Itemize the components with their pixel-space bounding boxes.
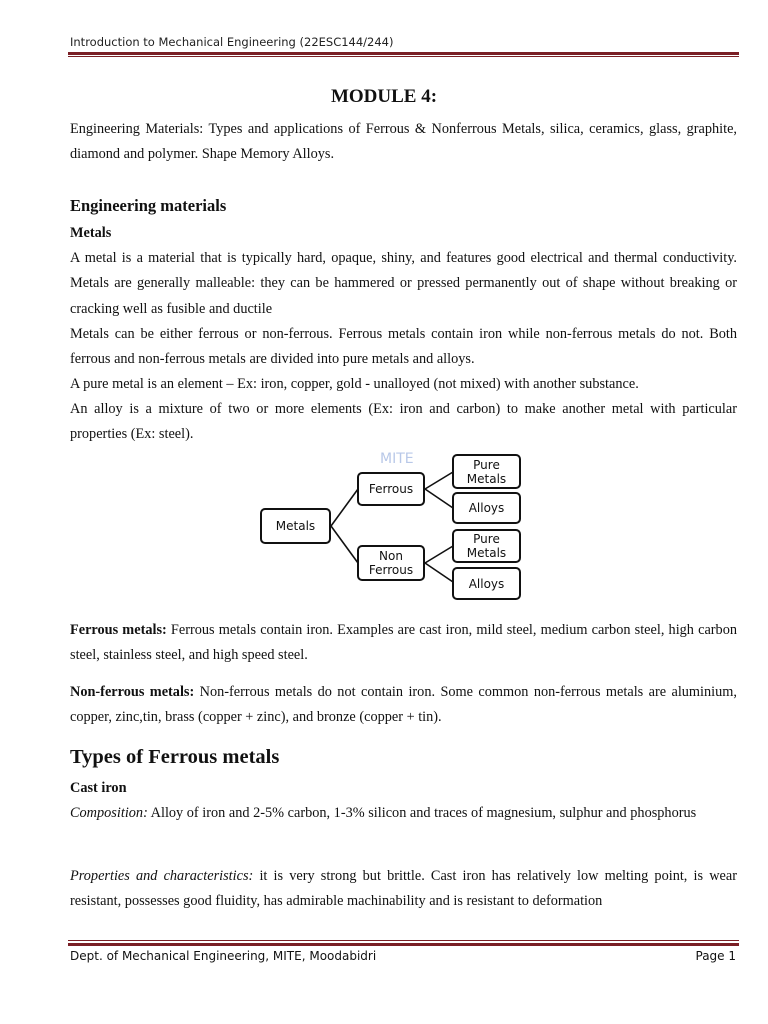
node-pure-metals-nonferrous: Pure Metals bbox=[452, 529, 521, 563]
connector-metals-nonferrous bbox=[331, 526, 358, 563]
connector-nonferrous-alloys bbox=[425, 563, 453, 582]
properties-paragraph bbox=[70, 864, 737, 915]
footer-department: Dept. of Mechanical Engineering, MITE, Moodabidri bbox=[70, 949, 377, 963]
ferrous-label: Ferrous metals: bbox=[70, 622, 167, 638]
header-rule-thick bbox=[68, 52, 739, 55]
node-alloys-nonferrous: Alloys bbox=[452, 567, 521, 600]
nonferrous-paragraph bbox=[70, 680, 737, 731]
footer-rule-thick bbox=[68, 943, 739, 946]
metals-para-1: A metal is a material that is typically hard, opaque, shiny, and features good electrical and thermal conductivity. Metals are generally malleable: they can be hammered or pressed permanently out of shape without breaking or cracking well as fusible and ductile bbox=[70, 250, 737, 317]
nonferrous-label: Non-ferrous metals: bbox=[70, 684, 195, 700]
section-heading: Engineering materials bbox=[70, 196, 227, 215]
metals-para-3: A pure metal is an element – Ex: iron, copper, gold - unalloyed (not mixed) with another substance. bbox=[70, 376, 639, 392]
properties-label: Properties and characteristics: bbox=[70, 868, 254, 884]
footer-page-number: Page 1 bbox=[695, 949, 736, 963]
footer-rule-thin bbox=[68, 940, 739, 941]
node-non-ferrous: Non Ferrous bbox=[357, 545, 425, 581]
node-pure-metals-ferrous: Pure Metals bbox=[452, 454, 521, 489]
types-heading: Types of Ferrous metals bbox=[70, 746, 280, 768]
node-ferrous: Ferrous bbox=[357, 472, 425, 506]
connector-nonferrous-pure bbox=[425, 546, 453, 563]
nonferrous-text: Non-ferrous metals do not contain iron. Some common non-ferrous metals are aluminium, copper, zinc,tin, brass (copper + zinc), and bronze (copper + tin). bbox=[70, 684, 737, 726]
metals-para-2: Metals can be either ferrous or non-ferrous. Ferrous metals contain iron while non-ferrous metals do not. Both ferrous and non-ferrous metals are divided into pure metals and alloys. bbox=[70, 326, 737, 368]
metals-classification-diagram bbox=[255, 445, 535, 605]
connector-ferrous-alloys bbox=[425, 489, 453, 508]
subheading-metals: Metals bbox=[70, 225, 112, 241]
connector-metals-ferrous bbox=[331, 489, 358, 526]
metals-para-4: An alloy is a mixture of two or more elements (Ex: iron and carbon) to make another metal with particular properties (Ex: steel). bbox=[70, 401, 737, 443]
composition-text: Alloy of iron and 2-5% carbon, 1-3% silicon and traces of magnesium, sulphur and phosphorus bbox=[147, 805, 697, 821]
ferrous-paragraph bbox=[70, 618, 737, 669]
composition-label: Composition: bbox=[70, 805, 148, 821]
module-intro: Engineering Materials: Types and applications of Ferrous & Nonferrous Metals, silica, ceramics, glass, graphite, diamond and polymer. Shape Memory Alloys. bbox=[70, 121, 737, 163]
running-header: Introduction to Mechanical Engineering (22ESC144/244) bbox=[70, 35, 394, 49]
properties-text: it is very strong but brittle. Cast iron has relatively low melting point, is wear resistant, possesses good fluidity, has admirable machinability and is resistant to deformation bbox=[70, 868, 737, 910]
header-rule-thin bbox=[68, 56, 739, 57]
cast-iron-heading: Cast iron bbox=[70, 780, 127, 796]
module-title: MODULE 4: bbox=[330, 86, 438, 107]
ferrous-text: Ferrous metals contain iron. Examples are cast iron, mild steel, medium carbon steel, high carbon steel, stainless steel, and high speed steel. bbox=[70, 622, 737, 664]
mite-watermark: MITE bbox=[380, 451, 414, 467]
node-alloys-ferrous: Alloys bbox=[452, 492, 521, 524]
connector-ferrous-pure bbox=[425, 472, 453, 489]
composition-paragraph bbox=[70, 801, 737, 826]
node-metals: Metals bbox=[260, 508, 331, 544]
